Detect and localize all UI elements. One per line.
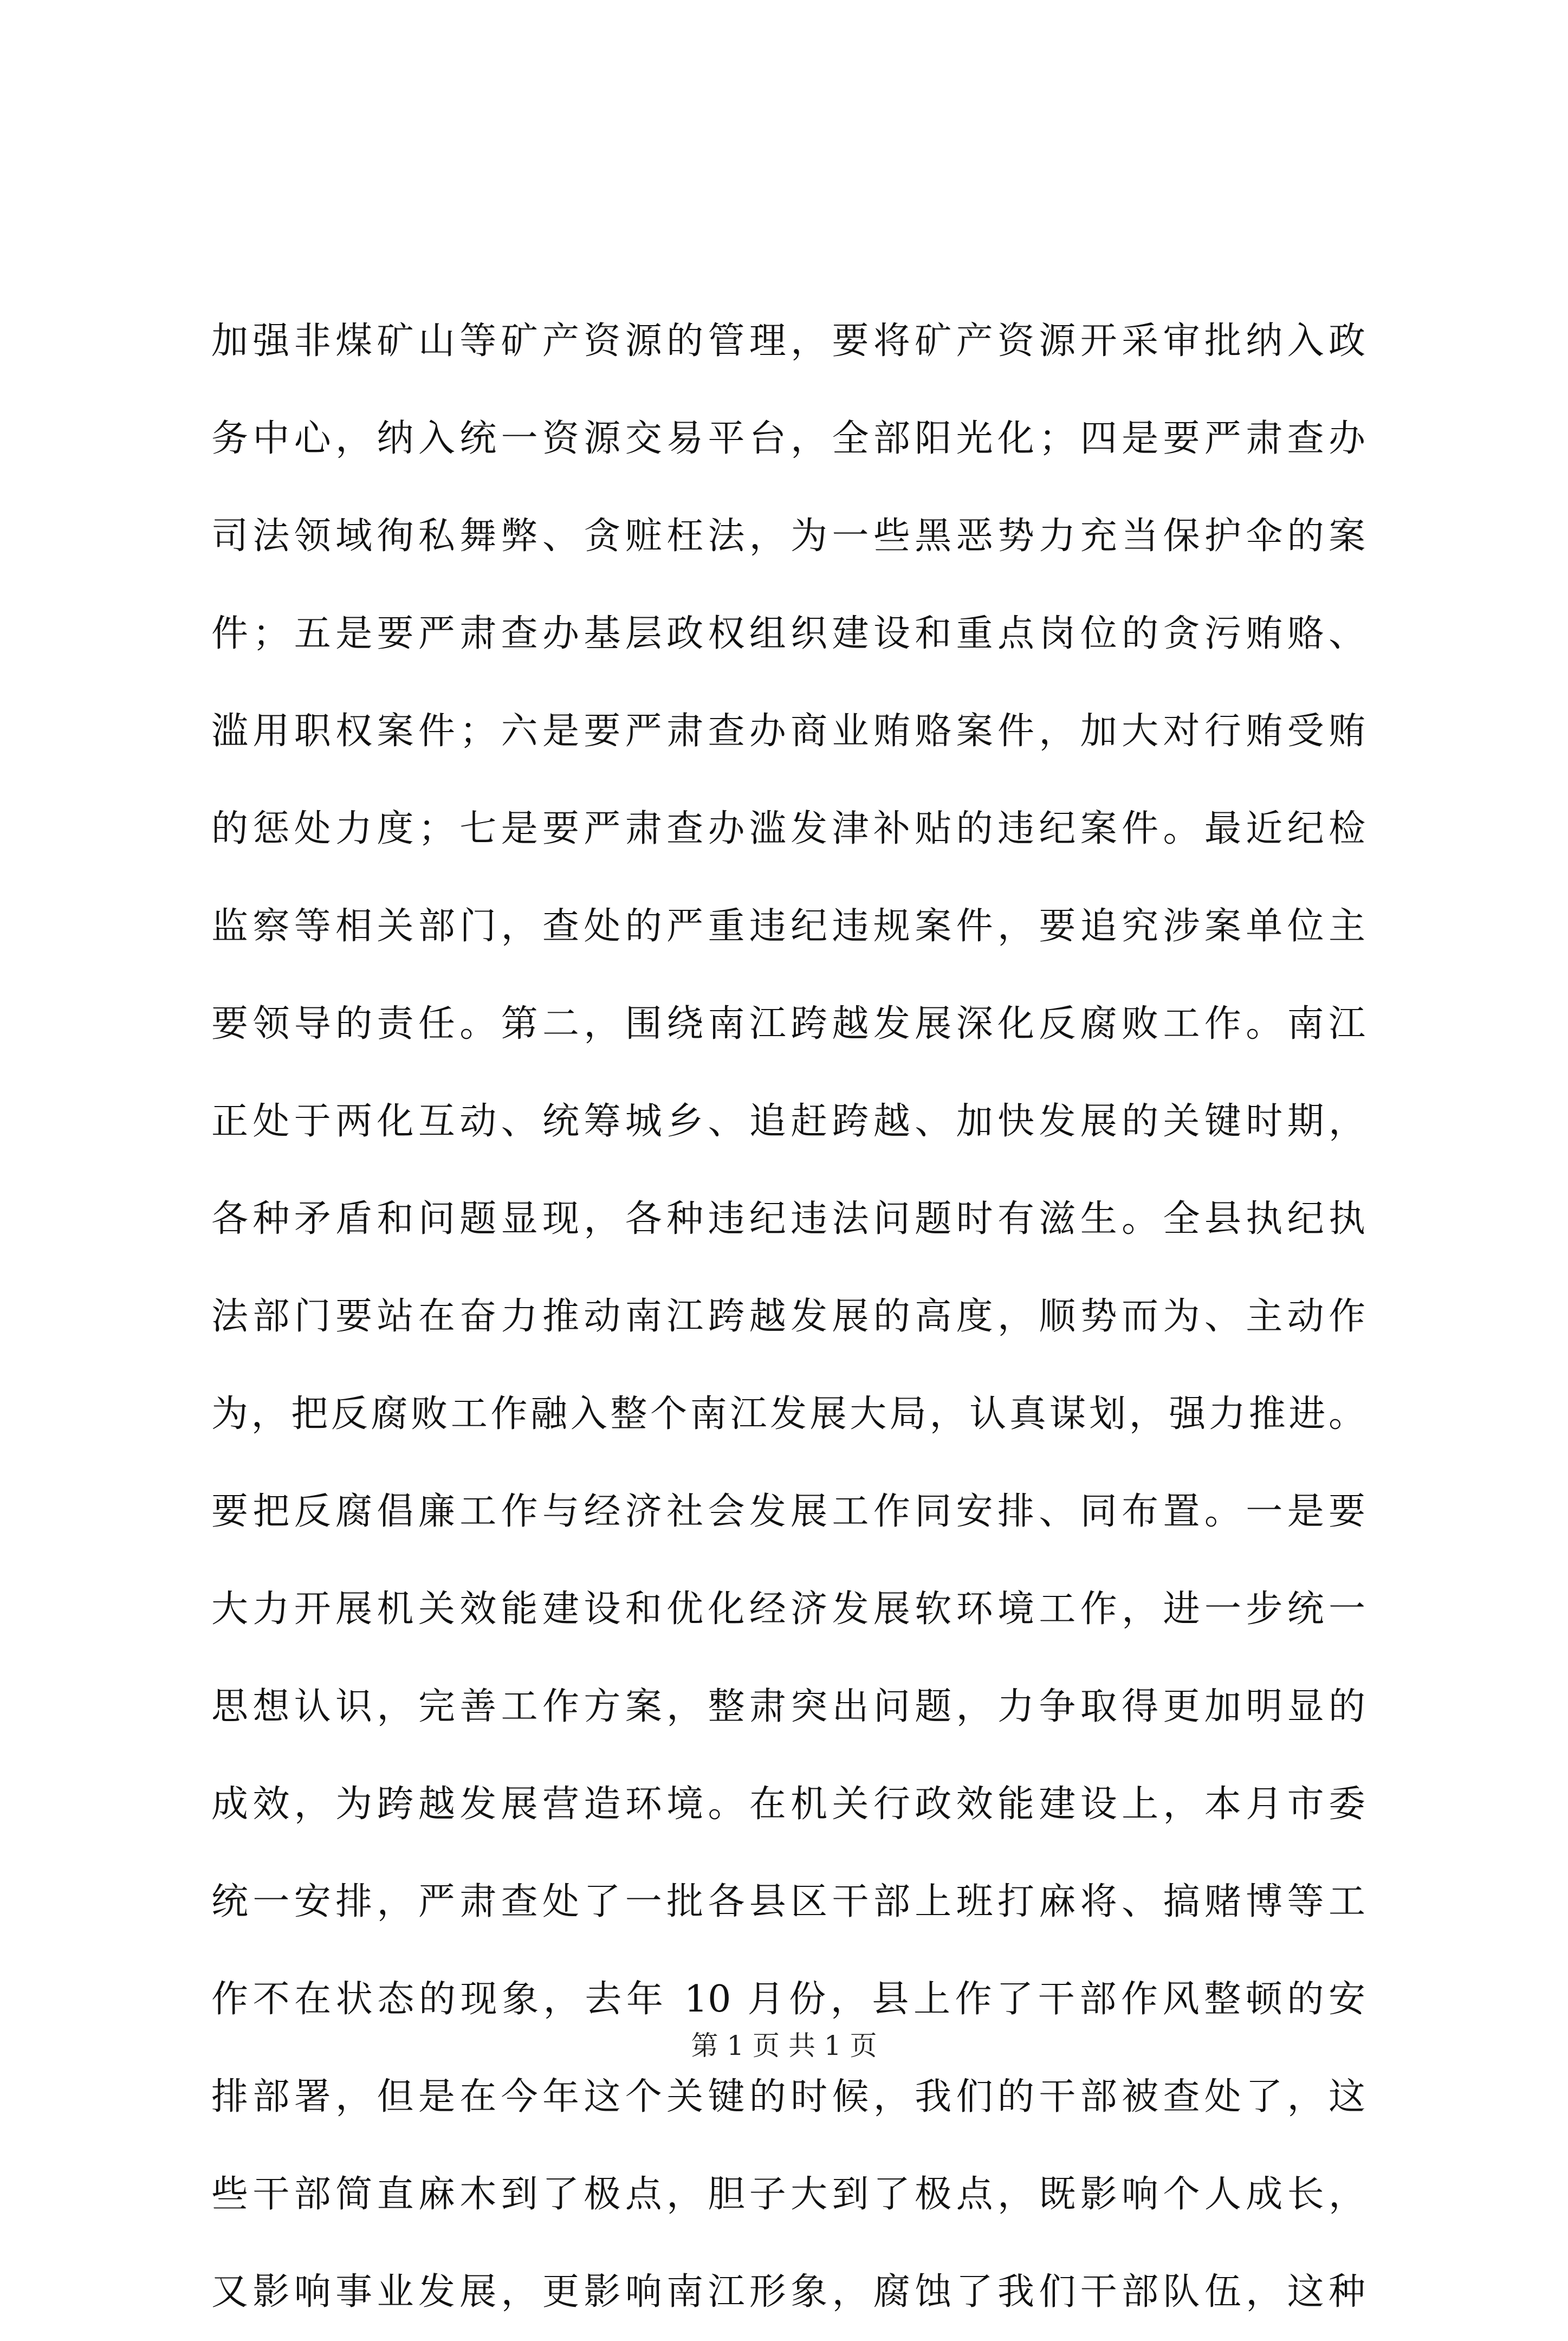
text-line: 滥用职权案件；六是要严肃查办商业贿赂案件，加大对行贿受贿 <box>211 710 1365 753</box>
text-line: 又影响事业发展，更影响南江形象，腐蚀了我们干部队伍，这种 <box>211 2271 1365 2313</box>
text-line: 为，把反腐败工作融入整个南江发展大局，认真谋划，强力推进。 <box>211 1393 1365 1435</box>
text-line: 些干部简直麻木到了极点，胆子大到了极点，既影响个人成长， <box>211 2173 1365 2216</box>
text-line: 加强非煤矿山等矿产资源的管理，要将矿产资源开采审批纳入政 <box>211 320 1365 363</box>
text-line: 司法领域徇私舞弊、贪赃枉法，为一些黑恶势力充当保护伞的案 <box>211 515 1365 558</box>
text-line: 要领导的责任。第二，围绕南江跨越发展深化反腐败工作。南江 <box>211 1003 1365 1045</box>
text-line: 统一安排，严肃查处了一批各县区干部上班打麻将、搞赌博等工 <box>211 1880 1365 1923</box>
page-footer <box>0 2029 1568 2062</box>
text-line: 思想认识，完善工作方案，整肃突出问题，力争取得更加明显的 <box>211 1685 1365 1728</box>
text-line: 务中心，纳入统一资源交易平台，全部阳光化；四是要严肃查办 <box>211 417 1365 460</box>
text-line: 要把反腐倡廉工作与经济社会发展工作同安排、同布置。一是要 <box>211 1490 1365 1533</box>
text-line: 的惩处力度；七是要严肃查办滥发津补贴的违纪案件。最近纪检 <box>211 807 1365 850</box>
text-line: 作不在状态的现象，去年 10 月份，县上作了干部作风整顿的安 <box>211 1978 1365 2021</box>
text-line: 成效，为跨越发展营造环境。在机关行政效能建设上，本月市委 <box>211 1783 1365 1826</box>
text-line: 正处于两化互动、统筹城乡、追赶跨越、加快发展的关键时期， <box>211 1100 1365 1143</box>
text-line: 排部署，但是在今年这个关键的时候，我们的干部被查处了，这 <box>211 2075 1365 2118</box>
page-number-label: 第 1 页 共 1 页 <box>691 2030 877 2061</box>
text-line: 件；五是要严肃查办基层政权组织建设和重点岗位的贪污贿赂、 <box>211 612 1365 655</box>
text-line: 监察等相关部门，查处的严重违纪违规案件，要追究涉案单位主 <box>211 905 1365 948</box>
text-line: 大力开展机关效能建设和优化经济发展软环境工作，进一步统一 <box>211 1588 1365 1631</box>
text-line: 各种矛盾和问题显现，各种违纪违法问题时有滋生。全县执纪执 <box>211 1198 1365 1240</box>
text-line: 法部门要站在奋力推动南江跨越发展的高度，顺势而为、主动作 <box>211 1295 1365 1338</box>
